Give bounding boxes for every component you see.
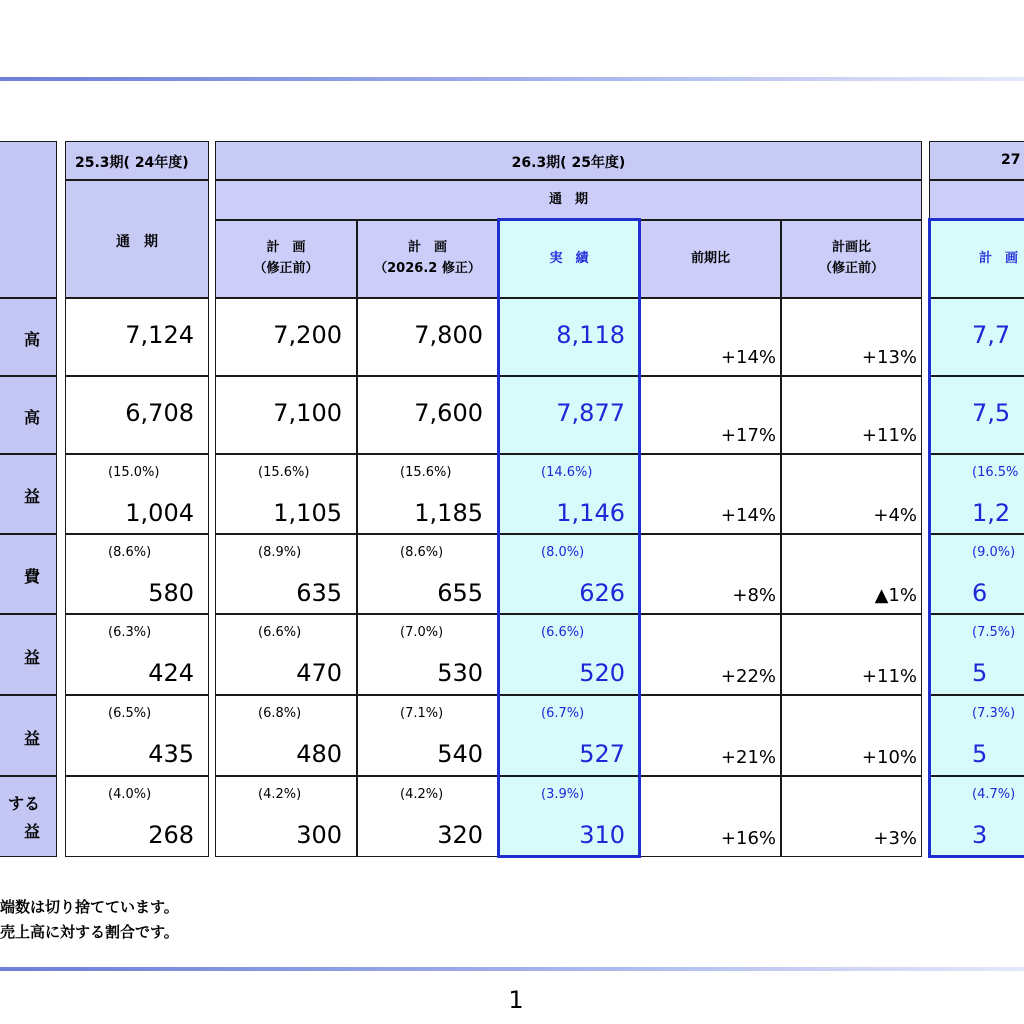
change-value: +10% bbox=[861, 747, 917, 768]
row-label: する bbox=[7, 794, 40, 813]
fy26-header-label: 26.3期( 25年度) bbox=[511, 155, 626, 171]
row-label: 高 bbox=[23, 408, 40, 427]
row-label-cell bbox=[0, 695, 57, 776]
ratio-value: (6.6%) bbox=[541, 625, 585, 640]
table-cell-fy25 bbox=[65, 614, 209, 695]
ratio-value: (8.6%) bbox=[108, 545, 152, 560]
fy25-fullyear-cell bbox=[65, 180, 209, 298]
fy27-plan-label: 計 画 bbox=[979, 251, 1019, 266]
fy27-fullyear-cell bbox=[929, 180, 1024, 220]
value: 5 bbox=[972, 659, 988, 687]
vsplan-label: 計画比 bbox=[831, 240, 871, 255]
value: 6,708 bbox=[125, 399, 194, 427]
change-value: +4% bbox=[873, 505, 917, 526]
plan-pre-sub: （修正前） bbox=[253, 261, 319, 276]
table-cell-rev bbox=[357, 454, 498, 534]
table-cell-yoy bbox=[640, 614, 781, 695]
table-cell-vsplan bbox=[781, 614, 922, 695]
table-cell-yoy bbox=[640, 534, 781, 614]
table-cell-plan bbox=[215, 298, 357, 376]
row-label-cell bbox=[0, 614, 57, 695]
row-label-cell bbox=[0, 776, 57, 857]
ratio-value: (3.9%) bbox=[541, 787, 585, 802]
table-cell-plan bbox=[215, 534, 357, 614]
table-cell-plan bbox=[215, 614, 357, 695]
ratio-value: (8.6%) bbox=[400, 545, 444, 560]
change-value: +17% bbox=[720, 425, 776, 446]
table-cell-vsplan bbox=[781, 534, 922, 614]
table-cell-vsplan bbox=[781, 376, 922, 454]
value: 470 bbox=[296, 659, 342, 687]
value: 8,118 bbox=[556, 321, 625, 349]
value: 6 bbox=[972, 579, 988, 607]
table-cell-fy25 bbox=[65, 695, 209, 776]
table-cell-plan bbox=[215, 776, 357, 857]
table-cell-fy25 bbox=[65, 298, 209, 376]
table-cell-yoy bbox=[640, 454, 781, 534]
fy26-header-cell bbox=[215, 141, 922, 180]
plan-pre-label: 計 画 bbox=[266, 240, 306, 255]
value: 3 bbox=[972, 821, 988, 849]
table-cell-rev bbox=[357, 614, 498, 695]
value: 480 bbox=[296, 740, 342, 768]
row-label-cell bbox=[0, 454, 57, 534]
change-value: +11% bbox=[861, 425, 917, 446]
ratio-value: (14.6%) bbox=[541, 465, 593, 480]
change-value: +8% bbox=[732, 585, 776, 606]
fy27-column-frame bbox=[928, 218, 1024, 858]
yoy-label: 前期比 bbox=[690, 251, 730, 266]
value: 626 bbox=[579, 579, 625, 607]
table-cell-rev bbox=[357, 298, 498, 376]
top-divider bbox=[0, 77, 1024, 81]
plan-rev-label: 計 画 bbox=[407, 240, 447, 255]
table-cell-vsplan bbox=[781, 776, 922, 857]
table-cell-fy25 bbox=[65, 534, 209, 614]
table-cell-fy25 bbox=[65, 776, 209, 857]
fy25-header-cell bbox=[65, 141, 209, 180]
yoy-header bbox=[640, 220, 781, 298]
actual-label: 実 績 bbox=[549, 251, 589, 266]
row-label: 費 bbox=[23, 567, 40, 586]
table-cell-yoy bbox=[640, 776, 781, 857]
fy27-header-cell bbox=[929, 141, 1024, 180]
ratio-value: (9.0%) bbox=[972, 545, 1016, 560]
value: 1,185 bbox=[414, 499, 483, 527]
fy26-fullyear-label: 通 期 bbox=[548, 192, 588, 207]
change-value: ▲1% bbox=[874, 585, 917, 606]
row-label-cell bbox=[0, 376, 57, 454]
value: 5 bbox=[972, 740, 988, 768]
ratio-value: (15.6%) bbox=[258, 465, 310, 480]
footnote-ratio: 売上高に対する割合です。 bbox=[0, 923, 179, 941]
actual-column-frame bbox=[497, 218, 641, 858]
table-cell-yoy bbox=[640, 695, 781, 776]
ratio-value: (15.6%) bbox=[400, 465, 452, 480]
ratio-value: (7.0%) bbox=[400, 625, 444, 640]
footnote-rounding: 端数は切り捨てています。 bbox=[0, 898, 179, 916]
value: 530 bbox=[437, 659, 483, 687]
change-value: +13% bbox=[861, 347, 917, 368]
value: 300 bbox=[296, 821, 342, 849]
bottom-divider bbox=[0, 967, 1024, 971]
value: 310 bbox=[579, 821, 625, 849]
fy27-header-label: 27 bbox=[1001, 152, 1021, 168]
ratio-value: (6.8%) bbox=[258, 706, 302, 721]
value: 7,600 bbox=[414, 399, 483, 427]
ratio-value: (4.7%) bbox=[972, 787, 1016, 802]
table-cell-yoy bbox=[640, 298, 781, 376]
table-cell-yoy bbox=[640, 376, 781, 454]
row-label: 益 bbox=[23, 487, 40, 506]
row-label-cell bbox=[0, 298, 57, 376]
ratio-value: (6.3%) bbox=[108, 625, 152, 640]
ratio-value: (7.3%) bbox=[972, 706, 1016, 721]
row-label: 高 bbox=[23, 330, 40, 349]
plan-rev-sub: （2026.2 修正） bbox=[374, 261, 481, 276]
plan-rev-header bbox=[357, 220, 498, 298]
value: 7,877 bbox=[556, 399, 625, 427]
vsplan-header bbox=[781, 220, 922, 298]
value: 7,124 bbox=[125, 321, 194, 349]
value: 527 bbox=[579, 740, 625, 768]
ratio-value: (15.0%) bbox=[108, 465, 160, 480]
change-value: +14% bbox=[720, 505, 776, 526]
ratio-value: (6.5%) bbox=[108, 706, 152, 721]
table-cell-vsplan bbox=[781, 695, 922, 776]
row-label-cell bbox=[0, 534, 57, 614]
value: 7,100 bbox=[273, 399, 342, 427]
value: 580 bbox=[148, 579, 194, 607]
value: 1,105 bbox=[273, 499, 342, 527]
value: 655 bbox=[437, 579, 483, 607]
ratio-value: (7.5%) bbox=[972, 625, 1016, 640]
value: 1,2 bbox=[972, 499, 1011, 527]
table-cell-fy25 bbox=[65, 454, 209, 534]
value: 424 bbox=[148, 659, 194, 687]
value: 7,7 bbox=[972, 321, 1011, 349]
ratio-value: (7.1%) bbox=[400, 706, 444, 721]
change-value: +14% bbox=[720, 347, 776, 368]
value: 540 bbox=[437, 740, 483, 768]
change-value: +11% bbox=[861, 666, 917, 687]
value: 268 bbox=[148, 821, 194, 849]
change-value: +21% bbox=[720, 747, 776, 768]
value: 7,200 bbox=[273, 321, 342, 349]
value: 7,800 bbox=[414, 321, 483, 349]
table-cell-plan bbox=[215, 695, 357, 776]
row-label: 益 bbox=[23, 728, 40, 748]
value: 635 bbox=[296, 579, 342, 607]
ratio-value: (8.0%) bbox=[541, 545, 585, 560]
table-cell-vsplan bbox=[781, 298, 922, 376]
table-cell-plan bbox=[215, 376, 357, 454]
ratio-value: (16.5% bbox=[972, 465, 1019, 480]
page-number: 1 bbox=[508, 986, 524, 1014]
ratio-value: (8.9%) bbox=[258, 545, 302, 560]
change-value: +22% bbox=[720, 666, 776, 687]
fy26-fullyear-cell bbox=[215, 180, 922, 220]
vsplan-sub: （修正前） bbox=[818, 261, 884, 276]
table-cell-plan bbox=[215, 454, 357, 534]
change-value: +16% bbox=[720, 828, 776, 849]
row-label: 益 bbox=[23, 822, 40, 841]
change-value: +3% bbox=[873, 828, 917, 849]
ratio-value: (4.2%) bbox=[258, 787, 302, 802]
table-cell-fy25 bbox=[65, 376, 209, 454]
ratio-value: (4.0%) bbox=[108, 787, 152, 802]
row-label: 益 bbox=[23, 647, 40, 667]
value: 1,004 bbox=[125, 499, 194, 527]
value: 435 bbox=[148, 740, 194, 768]
table-cell-rev bbox=[357, 376, 498, 454]
value: 7,5 bbox=[972, 399, 1011, 427]
fy25-header-label: 25.3期( 24年度) bbox=[75, 155, 189, 171]
table-cell-vsplan bbox=[781, 454, 922, 534]
value: 520 bbox=[579, 659, 625, 687]
row-label-header-cell bbox=[0, 141, 57, 298]
ratio-value: (4.2%) bbox=[400, 787, 444, 802]
ratio-value: (6.7%) bbox=[541, 706, 585, 721]
ratio-value: (6.6%) bbox=[258, 625, 302, 640]
value: 1,146 bbox=[556, 499, 625, 527]
table-cell-rev bbox=[357, 534, 498, 614]
value: 320 bbox=[437, 821, 483, 849]
table-cell-rev bbox=[357, 776, 498, 857]
table-cell-rev bbox=[357, 695, 498, 776]
plan-pre-header bbox=[215, 220, 357, 298]
fy25-fullyear-label: 通 期 bbox=[116, 234, 158, 250]
